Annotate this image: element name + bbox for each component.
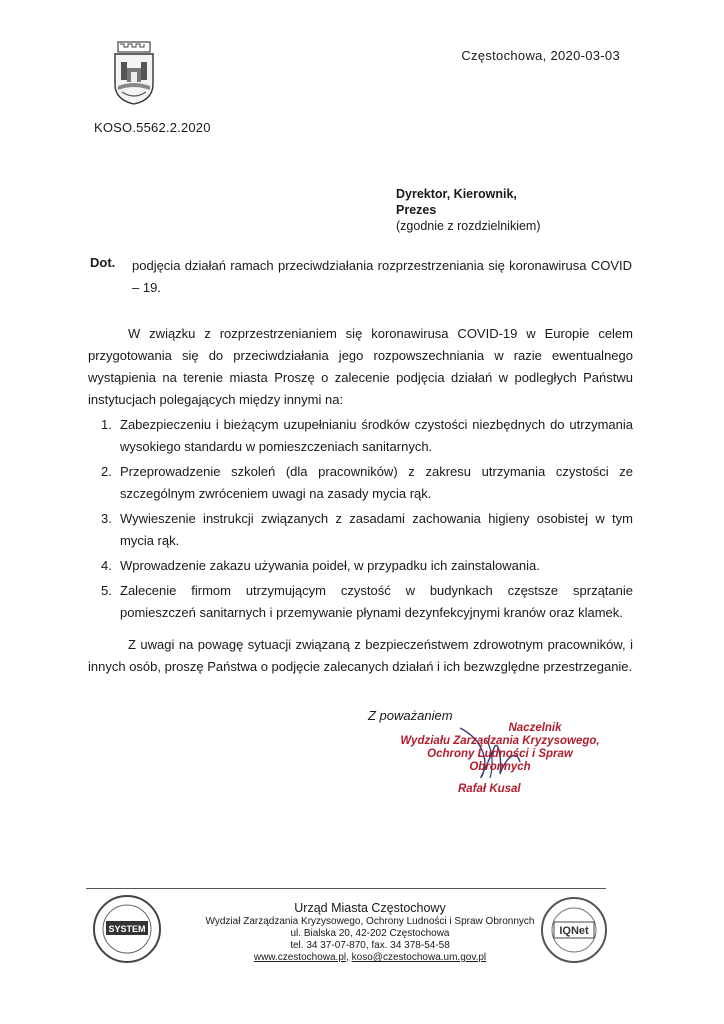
footer-contact [160, 900, 580, 964]
list-item [88, 508, 633, 552]
list-item-number: 1. [101, 417, 112, 432]
recipient-line-1: Dyrektor, Kierownik, [396, 187, 517, 201]
footer-department: Wydział Zarządzania Kryzysowego, Ochrony Ludności i Spraw Obronnych [205, 916, 535, 927]
list-item [88, 461, 633, 505]
city-coat-of-arms-icon [112, 40, 156, 106]
list-item-text: Wywieszenie instrukcji związanych z zasadami zachowania higieny osobistej w tym mycia rąk. [120, 511, 633, 548]
body-paragraph-2: Z uwagi na powagę sytuacji związaną z bezpieczeństwem zdrowotnym pracowników, i innych osób, proszę Państwa o podjęcie zalecanych działań i ich bezwzględne przestrzeganie. [88, 637, 633, 674]
list-item-text: Wprowadzenie zakazu używania poideł, w przypadku ich zainstalowania. [120, 558, 540, 573]
recipient-block [396, 186, 541, 234]
official-stamp [400, 722, 600, 774]
seal-left-text: SYSTEM [108, 924, 146, 934]
list-item-text: Przeprowadzenie szkoleń (dla pracowników) z zakresu utrzymania czystości ze szczególnym zwróceniem uwagi na zasady mycia rąk. [120, 464, 633, 501]
website-link[interactable]: www.czestochowa.pl [253, 952, 347, 963]
signatory-name: Rafał Kusal [458, 783, 521, 795]
list-item-number: 3. [101, 511, 112, 526]
footer-address: ul. Bialska 20, 42-202 Częstochowa [290, 928, 450, 939]
link-separator: , [346, 952, 352, 963]
footer-divider [86, 888, 606, 889]
list-item-number: 2. [101, 464, 112, 479]
email-link[interactable]: koso@czestochowa.um.gov.pl [351, 952, 487, 963]
body-paragraph-1: W związku z rozprzestrzenianiem się koronawirusa COVID-19 w Europie celem przygotowania się do przeciwdziałania jego rozpowszechniania w razie ewentualnego wystąpienia na terenie miasta Proszę o zalecenie podjęcia działań w podległych Państwu instytucjach polegających między innymi na: [88, 326, 633, 407]
stamp-line-2: Wydziału Zarządzania Kryzysowego, [400, 735, 600, 747]
closing-salutation: Z poważaniem [368, 708, 453, 723]
stamp-line-4: Obronnych [469, 761, 531, 773]
recipient-line-2: Prezes [396, 203, 437, 217]
measures-list [88, 414, 633, 627]
list-item-number: 5. [101, 583, 112, 598]
footer-links [160, 952, 580, 964]
list-item [88, 555, 633, 577]
subject-label: Dot. [90, 255, 116, 270]
iqnet-certification-seal-icon [540, 896, 608, 964]
footer-phone: tel. 34 37-07-870, fax. 34 378-54-58 [290, 940, 450, 951]
quality-system-seal-icon [92, 894, 162, 964]
list-item-text: Zalecenie firmom utrzymującym czystość w budynkach częstsze sprzątanie pomieszczeń sanitarnych i przemywanie płynami dezynfekcyjnymi kranów oraz klamek. [120, 583, 633, 620]
reference-number: KOSO.5562.2.2020 [94, 120, 211, 135]
list-item-text: Zabezpieczeniu i bieżącym uzupełnianiu środków czystości niezbędnych do utrzymania wysokiego standardu w pomieszczeniach sanitarnych. [120, 417, 633, 454]
recipient-line-3: (zgodnie z rozdzielnikiem) [396, 219, 541, 233]
list-item [88, 414, 633, 458]
place-and-date: Częstochowa, 2020-03-03 [461, 48, 620, 63]
list-item-number: 4. [101, 558, 112, 573]
footer-organization: Urząd Miasta Częstochowy [294, 901, 446, 915]
stamp-line-1: Naczelnik [508, 722, 562, 734]
stamp-line-3: Ochrony Ludności i Spraw [427, 748, 573, 760]
seal-right-text: IQNet [559, 925, 589, 937]
subject-text: podjęcia działań ramach przeciwdziałania rozprzestrzeniania się koronawirusa COVID – 19. [132, 258, 632, 295]
list-item [88, 580, 633, 624]
